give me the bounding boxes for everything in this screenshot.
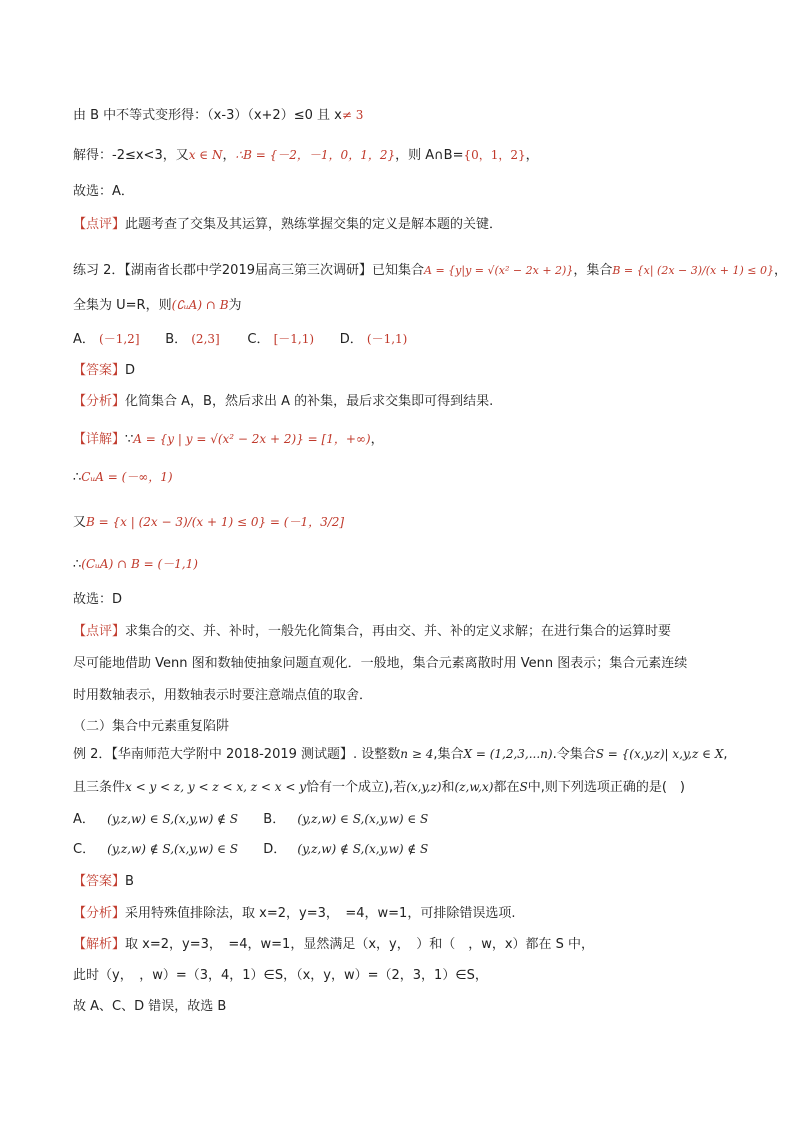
line-text: 尽可能地借助 Venn 图和数轴使抽象问题直观化．一般地，集合元素离散时用 Venn 图表示；集合元素连续 — [73, 656, 688, 671]
line-text: 为 — [228, 298, 242, 313]
text-line-2 — [73, 146, 539, 165]
line-text: 和 — [441, 780, 455, 795]
line-text: 故选：D — [73, 592, 123, 607]
text-line-11 — [73, 468, 173, 487]
line-text: 化简集合 A，B，然后求出 A 的补集，最后求交集即可得到结果. — [125, 394, 494, 409]
options-line — [73, 330, 407, 349]
line-text: .令集合 — [552, 747, 596, 762]
text-line-26 — [73, 967, 488, 985]
text-line-3 — [73, 183, 134, 201]
math-expr: (CᵤA) ∩ B = (－1,1) — [81, 557, 198, 571]
line-text: ∴ — [73, 470, 82, 485]
option-value: (y,z,w) ∈ S,(x,y,w) ∉ S — [107, 812, 238, 826]
line-text: ∵ — [125, 432, 134, 447]
comment-tag: 【点评】 — [73, 217, 126, 232]
text-line-13 — [73, 555, 198, 574]
line-text: ， — [370, 432, 384, 447]
section-heading — [73, 718, 229, 736]
line-text: ，则 A∩B= — [395, 148, 464, 163]
option-value: (y,z,w) ∈ S,(x,y,w) ∈ S — [297, 812, 429, 826]
option-label: B． — [165, 332, 188, 347]
line-text: 例 2．【华南师范大学附中 2018-2019 测试题】. 设整数 — [73, 747, 401, 762]
answer-tag: 【答案】 — [73, 363, 126, 378]
option-value: (2,3] — [191, 332, 220, 346]
line-text: 全集为 U=R，则 — [73, 298, 172, 313]
option-label: D． — [339, 332, 363, 347]
text-line-20 — [73, 778, 685, 797]
math-expr: S — [519, 780, 528, 794]
math-expr: x < y < z, y < z < x, z < x < y — [125, 780, 306, 794]
line-text: ，集合 — [573, 263, 613, 278]
math-expr: ∴B = {－2，－1，0，1，2} — [235, 148, 396, 162]
math-expr: n ≥ 4 — [400, 747, 434, 761]
analysis-tag: 【分析】 — [73, 394, 126, 409]
line-text: D — [125, 363, 136, 378]
line-text: ， — [773, 263, 787, 278]
option-label: A． — [73, 332, 95, 347]
detail-line — [73, 430, 384, 449]
line-text: 恰有一个成立),若 — [305, 780, 407, 795]
line-text: ∴ — [73, 557, 82, 572]
option-label: D． — [263, 842, 287, 857]
comment-tag: 【点评】 — [73, 624, 126, 639]
option-label: C． — [73, 842, 96, 857]
solution-tag: 【解析】 — [73, 937, 126, 952]
line-text: , — [723, 747, 728, 762]
answer-line-2 — [73, 873, 134, 891]
line-text: 又 — [73, 515, 87, 530]
line-text: （二）集合中元素重复陷阱 — [73, 719, 230, 734]
answer-tag: 【答案】 — [73, 874, 126, 889]
line-text: B — [125, 874, 134, 889]
answer-line — [73, 362, 135, 380]
math-expr: A = {y | y = √(x² − 2x + 2)} = [1，+∞) — [133, 432, 371, 446]
exercise-line — [73, 262, 787, 280]
math-expr: X = (1,2,3,...n) — [463, 747, 553, 761]
option-value: (y,z,w) ∉ S,(x,y,w) ∈ S — [107, 842, 238, 856]
math-expr: CᵤA = (－∞，1) — [81, 470, 173, 484]
math-expr: (z,w,x) — [454, 780, 494, 794]
math-expr: A = {y|y = √(x² − 2x + 2)} — [424, 264, 574, 277]
text-line-1 — [73, 106, 363, 125]
comment-line — [73, 216, 502, 234]
option-value: (y,z,w) ∉ S,(x,y,w) ∉ S — [297, 842, 429, 856]
math-expr: {0，1，2} — [463, 148, 526, 162]
text-line-27 — [73, 998, 226, 1016]
line-text: 取 x=2，y=3， =4，w=1，显然满足（x，y， ）和（ ，w，x）都在 S 中， — [125, 937, 595, 952]
math-expr: (∁ᵤA) ∩ B — [171, 298, 229, 312]
text-line-16 — [73, 655, 687, 673]
line-text: 解得：-2≤x<3，又 — [73, 148, 189, 163]
text-line-14 — [73, 591, 122, 609]
line-text: 采用特殊值排除法，取 x=2，y=3， =4，w=1，可排除错误选项. — [125, 906, 516, 921]
text-line-6 — [73, 296, 242, 315]
line-text: ,集合 — [433, 747, 464, 762]
line-text: 中,则下列选项正确的是( ) — [527, 780, 685, 795]
math-expr: (x,y,z) — [406, 780, 442, 794]
math-expr: ≠ 3 — [341, 108, 364, 122]
line-text: 故选：A． — [73, 184, 134, 199]
line-text: 故 A、C、D 错误，故选 B — [73, 999, 227, 1014]
option-label: C． — [247, 332, 270, 347]
line-text: 都在 — [493, 780, 520, 795]
math-expr: x ∈ N — [188, 148, 223, 162]
options-line-2 — [73, 810, 428, 829]
option-value: [－1,1) — [273, 332, 315, 346]
line-text: 由 B 中不等式变形得：（x-3）（x+2）≤0 且 x — [73, 108, 342, 123]
solution-line — [73, 936, 594, 954]
options-line-3 — [73, 840, 428, 859]
analysis-line-2 — [73, 905, 515, 923]
option-value: (－1,2] — [99, 332, 140, 346]
math-expr: B = {x| (2x − 3)/(x + 1) ≤ 0} — [612, 264, 774, 277]
line-text: 此题考查了交集及其运算，熟练掌握交集的定义是解本题的关键． — [125, 217, 503, 232]
math-expr: B = {x | (2x − 3)/(x + 1) ≤ 0} = (－1，3/2] — [86, 515, 345, 529]
comment-line-2 — [73, 623, 671, 641]
text-line-12 — [73, 513, 344, 532]
analysis-tag: 【分析】 — [73, 906, 126, 921]
line-text: 时用数轴表示，用数轴表示时要注意端点值的取舍． — [73, 688, 373, 703]
text-line-17 — [73, 687, 372, 705]
line-text: ， — [525, 148, 539, 163]
option-value: (－1,1) — [366, 332, 408, 346]
line-text: 练习 2．【湖南省长郡中学2019届高三第三次调研】已知集合 — [73, 263, 424, 278]
option-label: A． — [73, 812, 95, 827]
option-label: B． — [263, 812, 286, 827]
line-text: 且三条件 — [73, 780, 126, 795]
line-text: 此时（y， ，w）=（3，4，1）∈S，（x，y，w）=（2，3，1）∈S， — [73, 968, 488, 983]
line-text: 求集合的交、并、补时，一般先化简集合，再由交、并、补的定义求解；在进行集合的运算时要 — [125, 624, 672, 639]
math-expr: S = {(x,y,z)| x,y,z ∈ X — [595, 747, 724, 761]
example-line — [73, 745, 728, 764]
analysis-line — [73, 393, 493, 411]
detail-tag: 【详解】 — [73, 432, 126, 447]
line-text: ， — [222, 148, 236, 163]
